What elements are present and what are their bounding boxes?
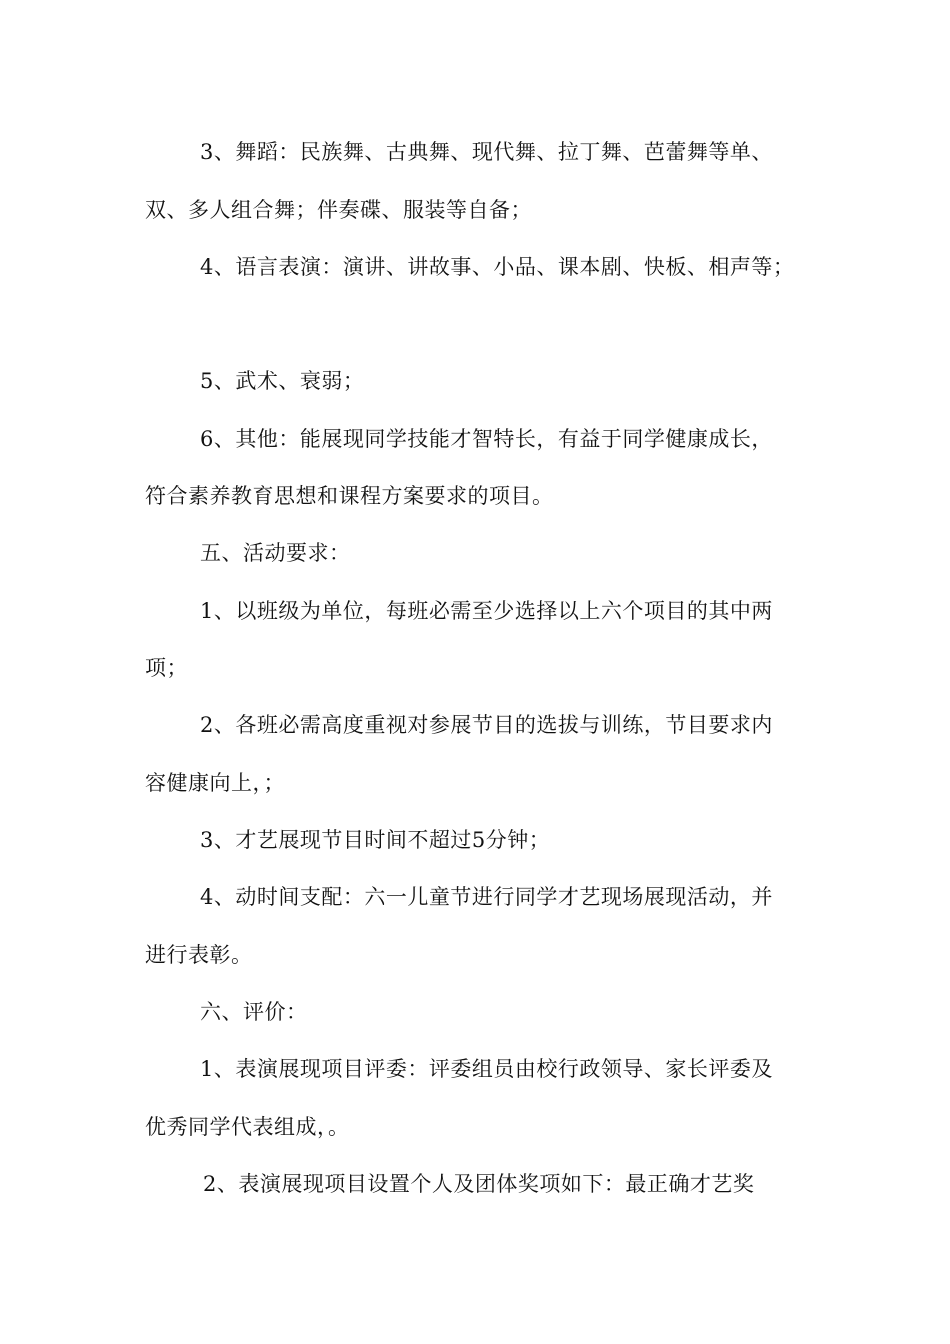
text-line: 进行表彰。: [145, 943, 253, 967]
text-line: 容健康向上，；: [145, 771, 285, 795]
section-heading: 五、活动要求：: [200, 541, 351, 565]
text-line: 5、武术、衰弱；: [200, 369, 365, 393]
text-line: 优秀同学代表组成，。: [145, 1115, 350, 1139]
section-heading: 六、评价：: [200, 1000, 308, 1024]
text-line: 双、多人组合舞；伴奏碟、服装等自备；: [145, 198, 532, 222]
text-line: 1、以班级为单位，每班必需至少选择以上六个项目的其中两: [200, 599, 773, 623]
text-line: 2、表演展现项目设置个人及团体奖项如下：最正确才艺奖: [203, 1172, 755, 1196]
text-line: 2、各班必需高度重视对参展节目的选拔与训练，节目要求内: [200, 713, 773, 737]
text-line: 6、其他：能展现同学技能才智特长，有益于同学健康成长，: [200, 427, 773, 451]
text-line: 4、语言表演：演讲、讲故事、小品、课本剧、快板、相声等；: [200, 255, 795, 279]
text-line: 4、动时间支配：六一儿童节进行同学才艺现场展现活动，并: [200, 885, 773, 909]
text-line: 项；: [145, 656, 188, 680]
text-line: 3、舞蹈：民族舞、古典舞、现代舞、拉丁舞、芭蕾舞等单、: [200, 140, 773, 164]
text-line: 1、表演展现项目评委：评委组员由校行政领导、家长评委及: [200, 1057, 773, 1081]
text-line: 符合素养教育思想和课程方案要求的项目。: [145, 484, 554, 508]
text-line: 3、才艺展现节目时间不超过5分钟；: [200, 828, 551, 852]
